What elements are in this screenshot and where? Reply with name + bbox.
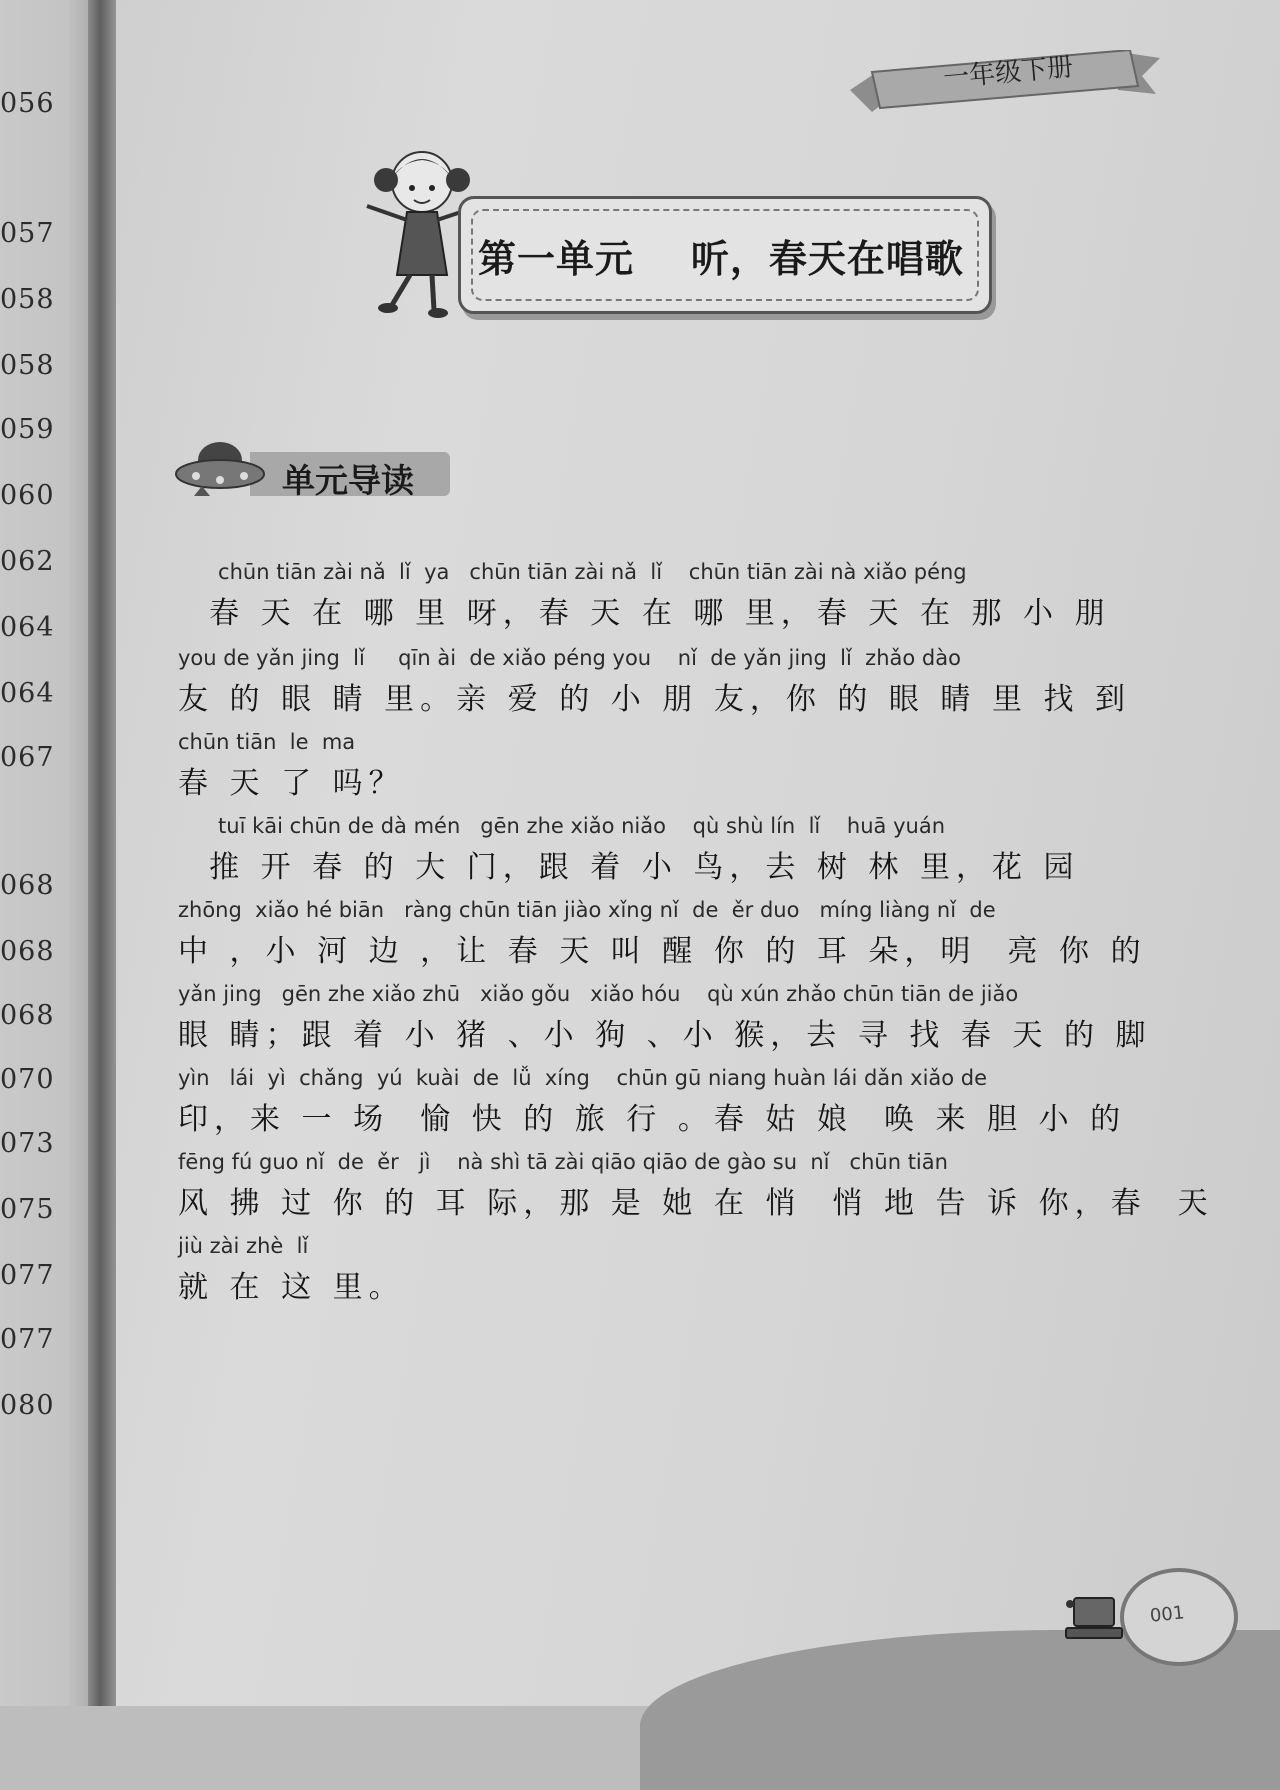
left-page (0, 0, 95, 1706)
hanzi-line: 推 开 春 的 大 门，跟 着 小 鸟，去 树 林 里，花 园 (178, 850, 1080, 885)
ufo-icon (174, 438, 266, 498)
pinyin-line: tuī kāi chūn de dà mén gēn zhe xiǎo niǎo qù shù lín lǐ huā yuán (178, 814, 946, 838)
left-page-number: 058 (0, 284, 55, 315)
page-number: 001 (1148, 1602, 1186, 1627)
grade-label: 一年级下册 (942, 52, 1075, 94)
left-page-number: 073 (0, 1128, 55, 1159)
pinyin-line: jiù zài zhè lǐ (178, 1234, 309, 1258)
left-page-number: 058 (0, 350, 55, 381)
left-page-number: 064 (0, 612, 55, 643)
pinyin-line: chūn tiān le ma (178, 730, 356, 754)
pinyin-line: zhōng xiǎo hé biān ràng chūn tiān jiào xǐng nǐ de ěr duo míng liàng nǐ de (178, 898, 996, 922)
pinyin-line: yìn lái yì chǎng yú kuài de lǚ xíng chūn gū niang huàn lái dǎn xiǎo de (178, 1066, 988, 1090)
left-page-number: 057 (0, 218, 55, 249)
hanzi-line: 风 拂 过 你 的 耳 际，那 是 她 在 悄 悄 地 告 诉 你，春 天 (178, 1186, 1214, 1221)
hanzi-line: 春 天 在 哪 里 呀，春 天 在 哪 里，春 天 在 那 小 朋 (178, 596, 1111, 631)
pinyin-line: chūn tiān zài nǎ lǐ ya chūn tiān zài nǎ lǐ chūn tiān zài nà xiǎo péng (178, 560, 967, 584)
left-page-number: 062 (0, 546, 55, 577)
left-page-number: 067 (0, 742, 55, 773)
left-page-number: 060 (0, 480, 55, 511)
laptop-icon (1060, 1590, 1130, 1650)
pinyin-line: you de yǎn jing lǐ qīn ài de xiǎo péng you nǐ de yǎn jing lǐ zhǎo dào (178, 646, 961, 670)
pinyin-line: yǎn jing gēn zhe xiǎo zhū xiǎo gǒu xiǎo hóu qù xún zhǎo chūn tiān de jiǎo (178, 982, 1019, 1006)
unit-title: 第一单元 听，春天在唱歌 (478, 237, 964, 281)
hanzi-line: 就 在 这 里。 (178, 1270, 405, 1305)
left-page-number: 077 (0, 1324, 55, 1355)
left-page-number: 080 (0, 1390, 55, 1421)
left-page-number: 068 (0, 870, 55, 901)
left-page-number: 077 (0, 1260, 55, 1291)
left-page-number: 056 (0, 88, 55, 119)
left-page-number: 068 (0, 936, 55, 967)
section-title: 单元导读 (282, 461, 414, 500)
hanzi-line: 印，来 一 场 愉 快 的 旅 行 。春 姑 娘 唤 来 胆 小 的 (178, 1102, 1127, 1137)
hanzi-line: 友 的 眼 睛 里。亲 爱 的 小 朋 友，你 的 眼 睛 里 找 到 (178, 682, 1132, 717)
pinyin-line: fēng fú guo nǐ de ěr jì nà shì tā zài qiāo qiāo de gào su nǐ chūn tiān (178, 1150, 948, 1174)
left-page-number: 068 (0, 1000, 55, 1031)
hanzi-line: 春 天 了 吗？ (178, 766, 405, 801)
left-page-number: 070 (0, 1064, 55, 1095)
left-page-number: 075 (0, 1194, 55, 1225)
hanzi-line: 眼 睛；跟 着 小 猪 、小 狗 、小 猴，去 寻 找 春 天 的 脚 (178, 1018, 1152, 1053)
hanzi-line: 中 ，小 河 边 ，让 春 天 叫 醒 你 的 耳 朵，明 亮 你 的 (178, 934, 1147, 969)
left-page-number: 064 (0, 678, 55, 709)
book-gutter (88, 0, 118, 1706)
left-page-number: 059 (0, 414, 55, 445)
